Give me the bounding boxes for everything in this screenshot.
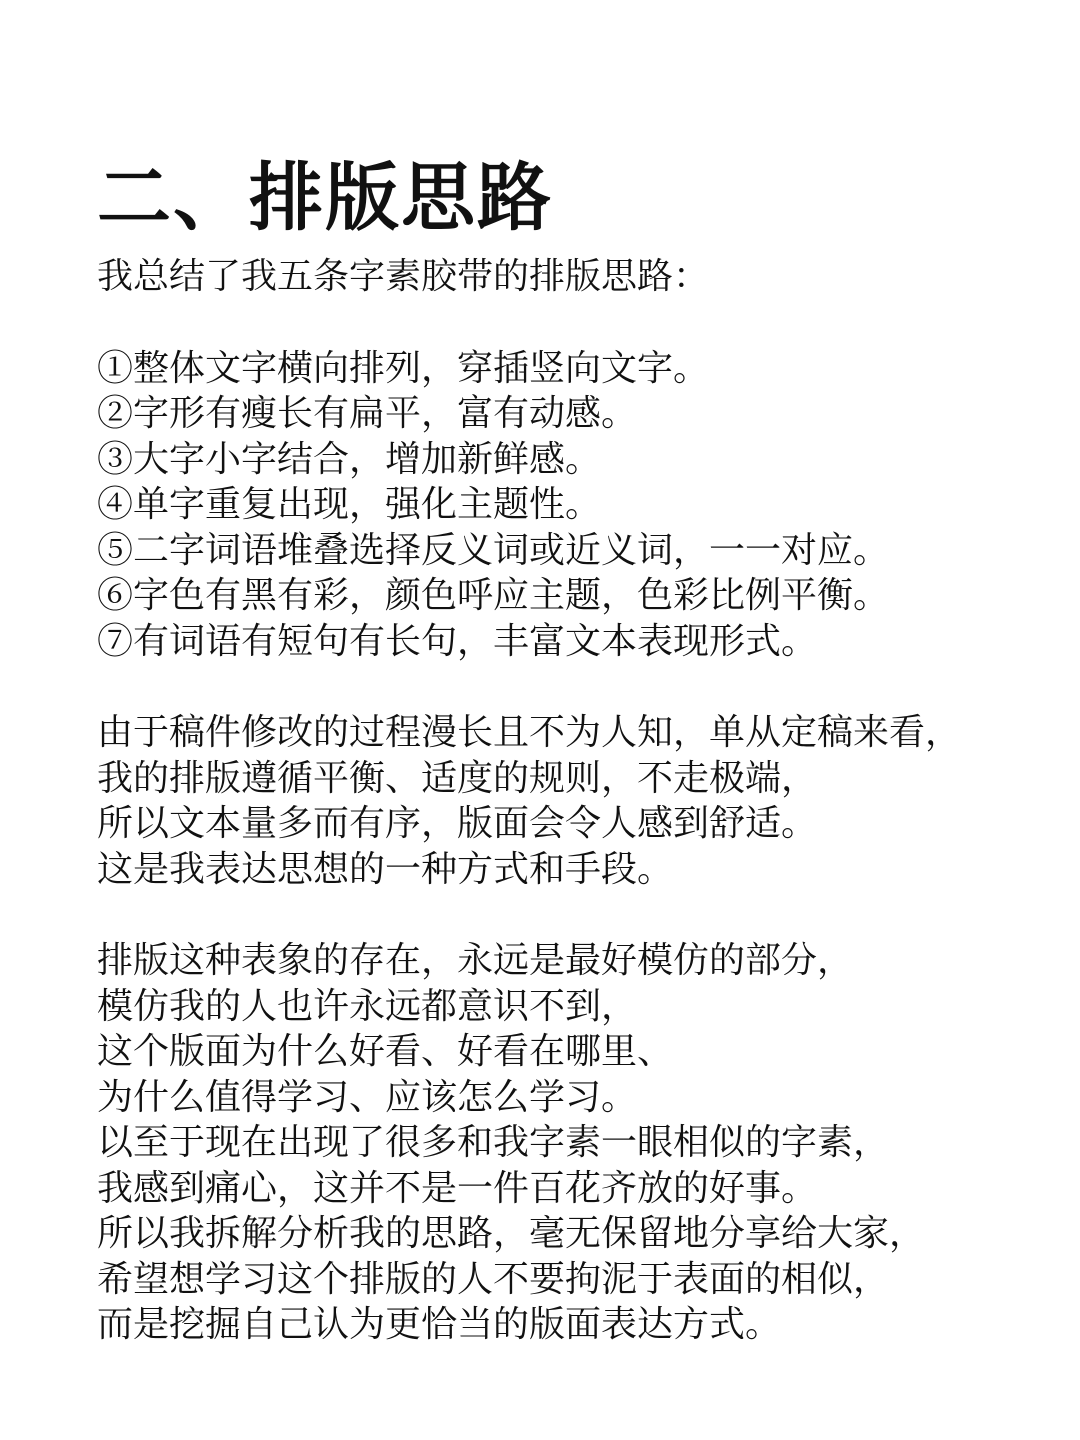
list-item: ⑤二字词语堆叠选择反义词或近义词，一一对应。 bbox=[97, 529, 890, 571]
paragraph-line: 所以文本量多而有序，版面会令人感到舒适。 bbox=[97, 803, 818, 844]
paragraph-line: 希望想学习这个排版的人不要拘泥于表面的相似， bbox=[97, 1258, 890, 1300]
list-item: ①整体文字横向排列，穿插竖向文字。 bbox=[97, 347, 710, 389]
paragraph-line: 我的排版遵循平衡、适度的规则，不走极端， bbox=[97, 757, 818, 799]
list-item: ⑦有词语有短句有长句，丰富文本表现形式。 bbox=[97, 620, 818, 662]
paragraph-line: 这是我表达思想的一种方式和手段。 bbox=[97, 848, 674, 890]
paragraph-2 bbox=[97, 938, 1037, 1348]
paragraph-line: 这个版面为什么好看、好看在哪里、 bbox=[97, 1031, 674, 1072]
paragraph-line: 排版这种表象的存在，永远是最好模仿的部分， bbox=[97, 940, 854, 981]
paragraph-line: 模仿我的人也许永远都意识不到， bbox=[97, 985, 638, 1027]
paragraph-line: 所以我拆解分析我的思路，毫无保留地分享给大家， bbox=[97, 1213, 926, 1254]
paragraph-1 bbox=[97, 710, 1037, 892]
page-title: 二、排版思路 bbox=[97, 155, 553, 241]
intro-text bbox=[97, 254, 1037, 300]
list-item: ②字形有瘦长有扁平，富有动感。 bbox=[97, 393, 638, 434]
paragraph-line: 以至于现在出现了很多和我字素一眼相似的字素， bbox=[97, 1122, 890, 1163]
document-page bbox=[97, 150, 1037, 1348]
paragraph-line: 为什么值得学习、应该怎么学习。 bbox=[97, 1076, 638, 1118]
list-item: ③大字小字结合，增加新鲜感。 bbox=[97, 438, 602, 480]
list-item: ④单字重复出现，强化主题性。 bbox=[97, 484, 602, 525]
paragraph-line: 我感到痛心，这并不是一件百花齐放的好事。 bbox=[97, 1167, 818, 1209]
paragraph-line: 由于稿件修改的过程漫长且不为人知，单从定稿来看， bbox=[97, 712, 962, 753]
list-item: ⑥字色有黑有彩，颜色呼应主题，色彩比例平衡。 bbox=[97, 575, 890, 616]
points-list bbox=[97, 346, 1037, 665]
intro-line: 我总结了我五条字素胶带的排版思路： bbox=[97, 256, 710, 297]
paragraph-line: 而是挖掘自己认为更恰当的版面表达方式。 bbox=[97, 1304, 782, 1345]
